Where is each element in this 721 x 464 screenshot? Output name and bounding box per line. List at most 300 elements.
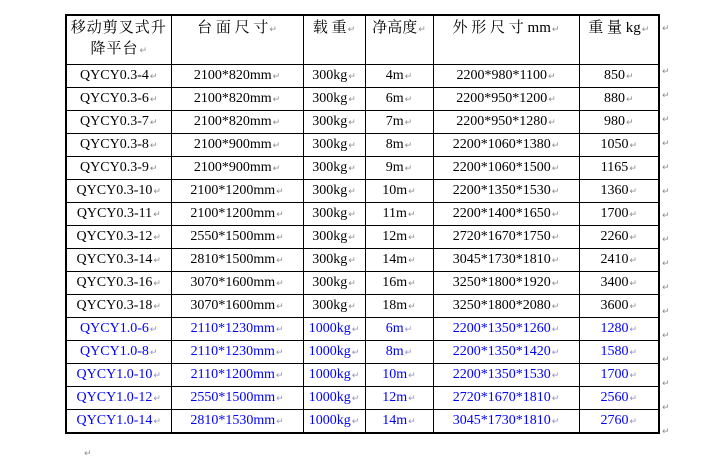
cell-value: 300kg [312, 160, 348, 175]
cell-value: 850 [603, 68, 625, 83]
cell-overall_size [433, 272, 579, 295]
cell-value: 300kg [312, 68, 348, 83]
cell-value: QYCY0.3-12 [76, 229, 153, 244]
row-end-mark [661, 158, 670, 182]
cell-value: 1360 [600, 183, 629, 198]
cell-weight [579, 180, 659, 203]
pilcrow-icon: ↵ [351, 348, 360, 358]
pilcrow-icon: ↵ [662, 91, 670, 101]
cell-model [66, 272, 171, 295]
pilcrow-icon: ↵ [276, 233, 284, 243]
row-end-mark [661, 86, 670, 110]
pilcrow-icon: ↵ [408, 371, 416, 381]
cell-weight [579, 364, 659, 387]
row-end-mark [661, 230, 670, 254]
cell-model [66, 364, 171, 387]
pilcrow-icon: ↵ [408, 302, 416, 312]
cell-value: 2200*950*1280 [456, 114, 548, 129]
pilcrow-icon: ↵ [276, 210, 284, 220]
cell-clear_height [365, 295, 433, 318]
cell-value: 2200*950*1200 [456, 91, 548, 106]
pilcrow-icon: ↵ [149, 95, 158, 105]
pilcrow-icon: ↵ [404, 164, 413, 174]
cell-value: 1580 [600, 344, 629, 359]
cell-value: 2760 [600, 413, 629, 428]
pilcrow-icon: ↵ [551, 371, 560, 381]
pilcrow-icon: ↵ [347, 25, 356, 35]
cell-value: 2720*1670*1750 [452, 229, 551, 244]
cell-value: 1700 [600, 367, 629, 382]
row-end-mark [661, 422, 670, 446]
cell-value: 10m [382, 183, 408, 198]
cell-value: 3070*1600mm [190, 275, 276, 290]
cell-clear_height [365, 272, 433, 295]
cell-load [303, 226, 365, 249]
pilcrow-icon: ↵ [551, 394, 560, 404]
cell-overall_size [433, 387, 579, 410]
pilcrow-icon: ↵ [418, 25, 426, 35]
pilcrow-icon: ↵ [269, 25, 277, 35]
cell-load [303, 364, 365, 387]
cell-value: 1700 [600, 206, 629, 221]
pilcrow-icon: ↵ [84, 449, 92, 459]
cell-value: 300kg [312, 229, 348, 244]
cell-value: 10m [382, 367, 408, 382]
pilcrow-icon: ↵ [272, 95, 281, 105]
cell-overall_size [433, 180, 579, 203]
cell-weight [579, 410, 659, 434]
cell-value: 2100*820mm [193, 114, 272, 129]
pilcrow-icon: ↵ [662, 259, 670, 269]
cell-value: QYCY1.0-10 [76, 367, 153, 382]
pilcrow-icon: ↵ [276, 394, 284, 404]
table-row [66, 249, 659, 272]
cell-load [303, 180, 365, 203]
cell-value: 300kg [312, 114, 348, 129]
cell-model [66, 249, 171, 272]
pilcrow-icon: ↵ [629, 164, 637, 174]
pilcrow-icon: ↵ [629, 302, 638, 312]
cell-load [303, 65, 365, 88]
cell-value: 300kg [312, 137, 348, 152]
cell-value: QYCY1.0-12 [76, 390, 153, 405]
cell-weight [579, 318, 659, 341]
cell-weight [579, 65, 659, 88]
pilcrow-icon: ↵ [404, 72, 413, 82]
cell-value: 18m [382, 298, 408, 313]
column-header-clear_height [365, 15, 433, 65]
cell-value: 2200*1400*1650 [452, 206, 551, 221]
cell-value: 9m [385, 160, 404, 175]
column-header-load [303, 15, 365, 65]
cell-load [303, 134, 365, 157]
cell-value: 2720*1670*1810 [452, 390, 551, 405]
pilcrow-icon: ↵ [551, 279, 560, 289]
cell-value: 2100*820mm [193, 68, 272, 83]
cell-value: QYCY1.0-14 [76, 413, 153, 428]
cell-value: 2200*1060*1500 [452, 160, 551, 175]
pilcrow-icon: ↵ [153, 233, 161, 243]
pilcrow-icon: ↵ [351, 325, 360, 335]
pilcrow-icon: ↵ [662, 235, 670, 245]
cell-value: QYCY1.0-8 [80, 344, 149, 359]
cell-value: 1000kg [308, 367, 351, 382]
cell-platform_size [171, 111, 303, 134]
cell-model [66, 387, 171, 410]
cell-value: QYCY0.3-8 [80, 137, 149, 152]
cell-value: 2110*1200mm [190, 367, 275, 382]
row-end-mark [661, 110, 670, 134]
cell-value: 7m [385, 114, 404, 129]
pilcrow-icon: ↵ [662, 187, 670, 197]
cell-platform_size [171, 272, 303, 295]
pilcrow-icon: ↵ [551, 210, 560, 220]
cell-value: 3045*1730*1810 [452, 413, 551, 428]
cell-model [66, 88, 171, 111]
pilcrow-icon: ↵ [662, 427, 670, 437]
cell-overall_size [433, 65, 579, 88]
cell-clear_height [365, 65, 433, 88]
cell-value: 2110*1230mm [190, 344, 275, 359]
row-end-mark [661, 398, 670, 422]
pilcrow-icon: ↵ [348, 95, 356, 105]
cell-weight [579, 157, 659, 180]
cell-overall_size [433, 226, 579, 249]
table-row [66, 180, 659, 203]
cell-value: 14m [382, 413, 408, 428]
cell-value: QYCY0.3-14 [76, 252, 153, 267]
cell-value: QYCY0.3-9 [80, 160, 149, 175]
row-end-mark [661, 182, 670, 206]
pilcrow-icon: ↵ [348, 141, 356, 151]
pilcrow-icon: ↵ [149, 164, 158, 174]
header-row [66, 15, 659, 65]
pilcrow-icon: ↵ [662, 24, 670, 34]
cell-overall_size [433, 341, 579, 364]
pilcrow-icon: ↵ [404, 141, 413, 151]
cell-platform_size [171, 341, 303, 364]
cell-clear_height [365, 88, 433, 111]
cell-clear_height [365, 203, 433, 226]
pilcrow-icon: ↵ [629, 325, 638, 335]
row-end-mark [661, 278, 670, 302]
cell-value: QYCY0.3-10 [76, 183, 153, 198]
cell-overall_size [433, 295, 579, 318]
cell-value: 2200*1060*1380 [452, 137, 551, 152]
pilcrow-icon: ↵ [351, 371, 360, 381]
cell-platform_size [171, 65, 303, 88]
pilcrow-icon: ↵ [153, 256, 161, 266]
pilcrow-icon: ↵ [153, 210, 161, 220]
cell-weight [579, 341, 659, 364]
pilcrow-icon: ↵ [408, 187, 416, 197]
pilcrow-icon: ↵ [551, 141, 560, 151]
pilcrow-icon: ↵ [629, 233, 638, 243]
pilcrow-icon: ↵ [629, 279, 638, 289]
cell-value: 2260 [600, 229, 629, 244]
pilcrow-icon: ↵ [139, 46, 148, 56]
cell-value: 2100*900mm [193, 160, 272, 175]
table-row [66, 364, 659, 387]
cell-load [303, 249, 365, 272]
cell-value: 2100*900mm [193, 137, 272, 152]
table-row [66, 410, 659, 434]
cell-clear_height [365, 249, 433, 272]
row-end-mark [661, 326, 670, 350]
cell-weight [579, 387, 659, 410]
cell-overall_size [433, 88, 579, 111]
cell-value: 300kg [312, 252, 348, 267]
table-row [66, 226, 659, 249]
cell-model [66, 295, 171, 318]
cell-load [303, 88, 365, 111]
pilcrow-icon: ↵ [149, 325, 158, 335]
cell-value: 2410 [600, 252, 629, 267]
cell-value: 1000kg [308, 390, 351, 405]
pilcrow-icon: ↵ [272, 72, 281, 82]
column-header-label: 载 重 [312, 20, 347, 36]
cell-value: QYCY0.3-4 [80, 68, 149, 83]
row-end-mark [661, 302, 670, 326]
pilcrow-icon: ↵ [153, 279, 161, 289]
cell-value: 3070*1600mm [190, 298, 276, 313]
cell-model [66, 111, 171, 134]
pilcrow-icon: ↵ [348, 72, 356, 82]
column-header-model [66, 15, 171, 65]
pilcrow-icon: ↵ [548, 95, 556, 105]
cell-clear_height [365, 157, 433, 180]
pilcrow-icon: ↵ [407, 210, 416, 220]
pilcrow-icon: ↵ [275, 348, 284, 358]
pilcrow-icon: ↵ [662, 211, 670, 221]
pilcrow-icon: ↵ [629, 141, 638, 151]
cell-platform_size [171, 249, 303, 272]
pilcrow-icon: ↵ [404, 118, 413, 128]
pilcrow-icon: ↵ [404, 95, 413, 105]
cell-clear_height [365, 134, 433, 157]
pilcrow-icon: ↵ [408, 394, 416, 404]
cell-load [303, 410, 365, 434]
pilcrow-icon: ↵ [149, 72, 158, 82]
pilcrow-icon: ↵ [153, 302, 161, 312]
cell-platform_size [171, 157, 303, 180]
pilcrow-icon: ↵ [625, 72, 634, 82]
pilcrow-icon: ↵ [662, 355, 670, 365]
cell-value: 8m [385, 344, 404, 359]
cell-value: 300kg [312, 298, 348, 313]
cell-value: 1000kg [308, 321, 351, 336]
row-end-mark [661, 254, 670, 278]
cell-value: QYCY0.3-7 [80, 114, 149, 129]
cell-value: 2100*1200mm [190, 206, 276, 221]
cell-value: QYCY0.3-6 [80, 91, 149, 106]
cell-model [66, 341, 171, 364]
pilcrow-icon: ↵ [348, 279, 356, 289]
pilcrow-icon: ↵ [662, 331, 670, 341]
cell-load [303, 318, 365, 341]
pilcrow-icon: ↵ [551, 256, 560, 266]
pilcrow-icon: ↵ [272, 141, 281, 151]
paragraph-mark [83, 447, 92, 459]
cell-platform_size [171, 134, 303, 157]
pilcrow-icon: ↵ [276, 417, 284, 427]
pilcrow-icon: ↵ [662, 115, 670, 125]
cell-platform_size [171, 364, 303, 387]
pilcrow-icon: ↵ [551, 164, 560, 174]
pilcrow-icon: ↵ [149, 118, 158, 128]
pilcrow-icon: ↵ [629, 256, 638, 266]
cell-load [303, 387, 365, 410]
cell-clear_height [365, 111, 433, 134]
pilcrow-icon: ↵ [551, 302, 560, 312]
cell-platform_size [171, 387, 303, 410]
cell-load [303, 295, 365, 318]
pilcrow-icon: ↵ [153, 417, 161, 427]
cell-value: 2560 [600, 390, 629, 405]
cell-value: 4m [385, 68, 404, 83]
table-row [66, 65, 659, 88]
cell-weight [579, 226, 659, 249]
cell-value: 1000kg [308, 344, 351, 359]
cell-value: 980 [603, 114, 625, 129]
cell-overall_size [433, 134, 579, 157]
cell-value: 3250*1800*2080 [452, 298, 551, 313]
pilcrow-icon: ↵ [275, 371, 284, 381]
pilcrow-icon: ↵ [662, 139, 670, 149]
column-header-label: 移动剪叉式升降平台 [70, 20, 167, 57]
cell-platform_size [171, 410, 303, 434]
cell-value: QYCY0.3-18 [76, 298, 153, 313]
pilcrow-icon: ↵ [348, 233, 356, 243]
pilcrow-icon: ↵ [625, 118, 634, 128]
pilcrow-icon: ↵ [348, 256, 356, 266]
cell-value: 1050 [600, 137, 629, 152]
cell-weight [579, 295, 659, 318]
pilcrow-icon: ↵ [408, 256, 416, 266]
pilcrow-icon: ↵ [348, 210, 356, 220]
lift-platform-spec-table [65, 14, 660, 434]
cell-platform_size [171, 295, 303, 318]
pilcrow-icon: ↵ [629, 394, 638, 404]
pilcrow-icon: ↵ [153, 394, 161, 404]
column-header-label: 台 面 尺 寸 [197, 20, 269, 36]
cell-weight [579, 203, 659, 226]
cell-model [66, 134, 171, 157]
pilcrow-icon: ↵ [548, 118, 556, 128]
pilcrow-icon: ↵ [662, 67, 670, 77]
cell-value: 300kg [312, 183, 348, 198]
cell-overall_size [433, 410, 579, 434]
pilcrow-icon: ↵ [153, 187, 161, 197]
column-header-platform_size [171, 15, 303, 65]
cell-weight [579, 88, 659, 111]
pilcrow-icon: ↵ [275, 325, 284, 335]
column-header-weight [579, 15, 659, 65]
pilcrow-icon: ↵ [351, 417, 360, 427]
pilcrow-icon: ↵ [404, 325, 413, 335]
cell-load [303, 111, 365, 134]
pilcrow-icon: ↵ [408, 279, 416, 289]
pilcrow-icon: ↵ [153, 371, 161, 381]
cell-weight [579, 134, 659, 157]
cell-value: 1000kg [308, 413, 351, 428]
pilcrow-icon: ↵ [551, 325, 560, 335]
cell-model [66, 226, 171, 249]
cell-value: 3600 [600, 298, 629, 313]
pilcrow-icon: ↵ [662, 283, 670, 293]
row-end-mark [661, 206, 670, 230]
pilcrow-icon: ↵ [629, 210, 638, 220]
cell-platform_size [171, 180, 303, 203]
pilcrow-icon: ↵ [641, 25, 650, 35]
pilcrow-icon: ↵ [408, 417, 416, 427]
cell-weight [579, 272, 659, 295]
table-row [66, 111, 659, 134]
cell-value: 11m [382, 206, 407, 221]
cell-overall_size [433, 318, 579, 341]
cell-load [303, 157, 365, 180]
cell-clear_height [365, 318, 433, 341]
pilcrow-icon: ↵ [551, 25, 560, 35]
table-row [66, 88, 659, 111]
cell-value: 8m [385, 137, 404, 152]
cell-value: 2110*1230mm [190, 321, 275, 336]
row-end-paragraph-marks [661, 14, 670, 446]
pilcrow-icon: ↵ [404, 348, 413, 358]
cell-value: 12m [382, 229, 408, 244]
cell-value: 300kg [312, 275, 348, 290]
cell-value: 880 [603, 91, 625, 106]
cell-clear_height [365, 387, 433, 410]
cell-weight [579, 249, 659, 272]
column-header-label: 外 形 尺 寸 mm [452, 20, 551, 36]
pilcrow-icon: ↵ [149, 348, 158, 358]
cell-platform_size [171, 88, 303, 111]
column-header-label: 重 量 kg [588, 20, 641, 36]
table-row [66, 157, 659, 180]
pilcrow-icon: ↵ [276, 187, 284, 197]
pilcrow-icon: ↵ [629, 348, 638, 358]
cell-model [66, 180, 171, 203]
cell-model [66, 410, 171, 434]
cell-value: 2200*1350*1530 [452, 183, 551, 198]
table-row [66, 341, 659, 364]
row-end-mark [661, 134, 670, 158]
cell-value: 14m [382, 252, 408, 267]
cell-overall_size [433, 249, 579, 272]
pilcrow-icon: ↵ [348, 118, 356, 128]
cell-overall_size [433, 203, 579, 226]
pilcrow-icon: ↵ [551, 417, 560, 427]
cell-value: 12m [382, 390, 408, 405]
cell-clear_height [365, 180, 433, 203]
cell-load [303, 203, 365, 226]
table-row [66, 203, 659, 226]
cell-value: 3250*1800*1920 [452, 275, 551, 290]
cell-value: 2810*1500mm [190, 252, 276, 267]
cell-clear_height [365, 226, 433, 249]
cell-clear_height [365, 410, 433, 434]
cell-value: 2200*1350*1530 [452, 367, 551, 382]
cell-value: 2200*1350*1260 [452, 321, 551, 336]
row-end-mark [661, 14, 670, 62]
cell-model [66, 318, 171, 341]
pilcrow-icon: ↵ [662, 403, 670, 413]
pilcrow-icon: ↵ [276, 279, 284, 289]
cell-load [303, 272, 365, 295]
cell-model [66, 157, 171, 180]
column-header-overall_size [433, 15, 579, 65]
